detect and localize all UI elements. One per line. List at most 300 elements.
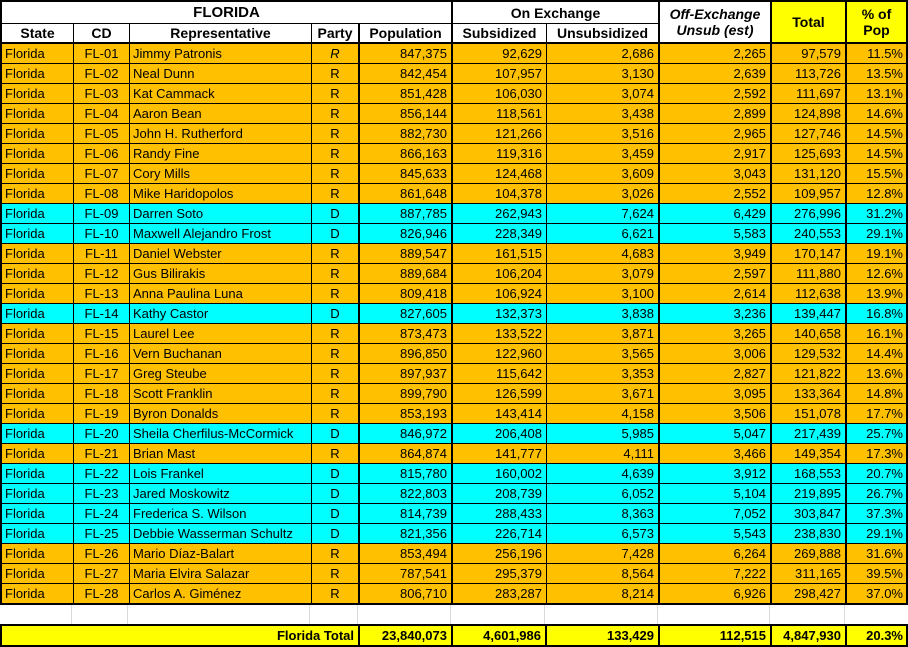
cell-party: D	[312, 484, 360, 504]
cell-off-exchange: 3,506	[660, 404, 772, 424]
cell-off-exchange: 2,592	[660, 84, 772, 104]
cell-subsidized: 283,287	[453, 584, 547, 603]
cell-party: R	[312, 384, 360, 404]
cell-population: 842,454	[360, 64, 453, 84]
pct-line2: Pop	[863, 22, 890, 38]
gap-cell	[451, 605, 545, 624]
cell-off-exchange: 3,006	[660, 344, 772, 364]
cell-pct-of-pop: 17.7%	[847, 404, 906, 424]
cell-unsubsidized: 5,985	[547, 424, 660, 444]
cell-total: 109,957	[772, 184, 847, 204]
cell-unsubsidized: 8,363	[547, 504, 660, 524]
cell-pct-of-pop: 37.0%	[847, 584, 906, 603]
cell-population: 853,494	[360, 544, 453, 564]
gap-cell	[310, 605, 358, 624]
col-header-subsidized: Subsidized	[453, 24, 547, 44]
cell-cd: FL-01	[74, 44, 130, 64]
cell-cd: FL-18	[74, 384, 130, 404]
cell-pct-of-pop: 13.9%	[847, 284, 906, 304]
cell-representative: Brian Mast	[130, 444, 312, 464]
cell-party: R	[312, 564, 360, 584]
cell-pct-of-pop: 12.6%	[847, 264, 906, 284]
table-row	[2, 444, 906, 464]
cell-total: 269,888	[772, 544, 847, 564]
table-row	[2, 224, 906, 244]
table-row	[2, 184, 906, 204]
cell-party: R	[312, 144, 360, 164]
cell-cd: FL-26	[74, 544, 130, 564]
cell-subsidized: 115,642	[453, 364, 547, 384]
cell-representative: Randy Fine	[130, 144, 312, 164]
cell-pct-of-pop: 37.3%	[847, 504, 906, 524]
cell-state: Florida	[2, 244, 74, 264]
cell-population: 853,193	[360, 404, 453, 424]
cell-total: 133,364	[772, 384, 847, 404]
cell-state: Florida	[2, 444, 74, 464]
cell-unsubsidized: 3,871	[547, 324, 660, 344]
cell-pct-of-pop: 11.5%	[847, 44, 906, 64]
col-header-population: Population	[360, 24, 453, 44]
cell-subsidized: 106,030	[453, 84, 547, 104]
cell-off-exchange: 2,614	[660, 284, 772, 304]
cell-total: 139,447	[772, 304, 847, 324]
cell-party: R	[312, 184, 360, 204]
cell-total: 303,847	[772, 504, 847, 524]
cell-representative: Cory Mills	[130, 164, 312, 184]
col-header-party: Party	[312, 24, 360, 44]
cell-pct-of-pop: 20.7%	[847, 464, 906, 484]
cell-representative: Sheila Cherfilus-McCormick	[130, 424, 312, 444]
cell-unsubsidized: 3,459	[547, 144, 660, 164]
cell-unsubsidized: 8,564	[547, 564, 660, 584]
cell-party: R	[312, 264, 360, 284]
table-row	[2, 464, 906, 484]
cell-total: 311,165	[772, 564, 847, 584]
cell-cd: FL-28	[74, 584, 130, 603]
cell-unsubsidized: 3,079	[547, 264, 660, 284]
gap-cell	[128, 605, 310, 624]
cell-pct-of-pop: 26.7%	[847, 484, 906, 504]
cell-subsidized: 143,414	[453, 404, 547, 424]
cell-representative: Scott Franklin	[130, 384, 312, 404]
cell-representative: Laurel Lee	[130, 324, 312, 344]
cell-pct-of-pop: 13.6%	[847, 364, 906, 384]
cell-state: Florida	[2, 424, 74, 444]
cell-total: 124,898	[772, 104, 847, 124]
on-exchange-group-title: On Exchange	[453, 2, 660, 24]
cell-party: D	[312, 424, 360, 444]
cell-state: Florida	[2, 304, 74, 324]
cell-off-exchange: 2,552	[660, 184, 772, 204]
cell-state: Florida	[2, 324, 74, 344]
cell-representative: Mario Díaz-Balart	[130, 544, 312, 564]
cell-population: 866,163	[360, 144, 453, 164]
cell-population: 887,785	[360, 204, 453, 224]
cell-cd: FL-11	[74, 244, 130, 264]
cell-total: 111,880	[772, 264, 847, 284]
cell-total: 276,996	[772, 204, 847, 224]
table-row	[2, 284, 906, 304]
cell-state: Florida	[2, 84, 74, 104]
cell-unsubsidized: 7,428	[547, 544, 660, 564]
cell-state: Florida	[2, 184, 74, 204]
cell-unsubsidized: 3,565	[547, 344, 660, 364]
cell-pct-of-pop: 13.1%	[847, 84, 906, 104]
cell-off-exchange: 5,104	[660, 484, 772, 504]
cell-subsidized: 121,266	[453, 124, 547, 144]
cell-pct-of-pop: 25.7%	[847, 424, 906, 444]
cell-off-exchange: 6,264	[660, 544, 772, 564]
table-row	[2, 164, 906, 184]
cell-representative: Jared Moskowitz	[130, 484, 312, 504]
cell-subsidized: 226,714	[453, 524, 547, 544]
cell-pct-of-pop: 16.1%	[847, 324, 906, 344]
cell-total: 129,532	[772, 344, 847, 364]
cell-pct-of-pop: 17.3%	[847, 444, 906, 464]
table-row	[2, 404, 906, 424]
cell-representative: Vern Buchanan	[130, 344, 312, 364]
cell-off-exchange: 3,095	[660, 384, 772, 404]
cell-party: R	[312, 584, 360, 603]
cell-subsidized: 118,561	[453, 104, 547, 124]
cell-subsidized: 92,629	[453, 44, 547, 64]
gap-cell	[358, 605, 451, 624]
table-row	[2, 324, 906, 344]
cell-party: R	[312, 164, 360, 184]
total-population: 23,840,073	[360, 626, 453, 645]
cell-cd: FL-17	[74, 364, 130, 384]
cell-representative: John H. Rutherford	[130, 124, 312, 144]
cell-subsidized: 122,960	[453, 344, 547, 364]
cell-population: 882,730	[360, 124, 453, 144]
cell-subsidized: 206,408	[453, 424, 547, 444]
cell-pct-of-pop: 39.5%	[847, 564, 906, 584]
cell-representative: Jimmy Patronis	[130, 44, 312, 64]
cell-pct-of-pop: 14.5%	[847, 144, 906, 164]
table-row	[2, 304, 906, 324]
cell-cd: FL-27	[74, 564, 130, 584]
cell-representative: Frederica S. Wilson	[130, 504, 312, 524]
cell-subsidized: 132,373	[453, 304, 547, 324]
cell-subsidized: 262,943	[453, 204, 547, 224]
cell-total: 97,579	[772, 44, 847, 64]
table-row	[2, 424, 906, 444]
col-header-cd: CD	[74, 24, 130, 44]
off-exchange-line1: Off-Exchange	[669, 6, 761, 22]
cell-state: Florida	[2, 544, 74, 564]
col-header-off-exchange	[660, 2, 772, 44]
cell-state: Florida	[2, 384, 74, 404]
cell-unsubsidized: 3,671	[547, 384, 660, 404]
cell-off-exchange: 2,597	[660, 264, 772, 284]
gap-cell	[545, 605, 658, 624]
cell-cd: FL-03	[74, 84, 130, 104]
cell-state: Florida	[2, 144, 74, 164]
cell-subsidized: 161,515	[453, 244, 547, 264]
cell-representative: Anna Paulina Luna	[130, 284, 312, 304]
cell-subsidized: 295,379	[453, 564, 547, 584]
table-row	[2, 364, 906, 384]
cell-pct-of-pop: 19.1%	[847, 244, 906, 264]
cell-party: R	[312, 44, 360, 64]
cell-party: D	[312, 524, 360, 544]
pct-line1: % of	[861, 6, 892, 22]
cell-unsubsidized: 3,516	[547, 124, 660, 144]
table-row	[2, 144, 906, 164]
cell-pct-of-pop: 14.8%	[847, 384, 906, 404]
cell-off-exchange: 7,222	[660, 564, 772, 584]
cell-cd: FL-07	[74, 164, 130, 184]
cell-party: D	[312, 464, 360, 484]
cell-state: Florida	[2, 124, 74, 144]
cell-subsidized: 288,433	[453, 504, 547, 524]
table-row	[2, 504, 906, 524]
cell-state: Florida	[2, 64, 74, 84]
cell-population: 815,780	[360, 464, 453, 484]
cell-off-exchange: 2,639	[660, 64, 772, 84]
cell-cd: FL-05	[74, 124, 130, 144]
cell-subsidized: 119,316	[453, 144, 547, 164]
cell-representative: Lois Frankel	[130, 464, 312, 484]
col-header-pct-of-pop	[847, 2, 906, 44]
cell-cd: FL-14	[74, 304, 130, 324]
cell-pct-of-pop: 29.1%	[847, 224, 906, 244]
cell-off-exchange: 3,236	[660, 304, 772, 324]
cell-pct-of-pop: 14.4%	[847, 344, 906, 364]
cell-state: Florida	[2, 404, 74, 424]
cell-unsubsidized: 6,573	[547, 524, 660, 544]
cell-total: 149,354	[772, 444, 847, 464]
cell-representative: Gus Bilirakis	[130, 264, 312, 284]
cell-party: D	[312, 304, 360, 324]
cell-pct-of-pop: 15.5%	[847, 164, 906, 184]
gap-cell	[72, 605, 128, 624]
cell-representative: Mike Haridopolos	[130, 184, 312, 204]
cell-unsubsidized: 6,621	[547, 224, 660, 244]
cell-cd: FL-16	[74, 344, 130, 364]
col-header-state: State	[2, 24, 74, 44]
cell-off-exchange: 3,912	[660, 464, 772, 484]
cell-unsubsidized: 3,838	[547, 304, 660, 324]
cell-total: 113,726	[772, 64, 847, 84]
cell-cd: FL-08	[74, 184, 130, 204]
off-exchange-line2: Unsub (est)	[676, 22, 754, 38]
state-group-title: FLORIDA	[2, 2, 453, 24]
cell-population: 826,946	[360, 224, 453, 244]
cell-total: 131,120	[772, 164, 847, 184]
cell-cd: FL-23	[74, 484, 130, 504]
cell-unsubsidized: 3,353	[547, 364, 660, 384]
gap-cell	[0, 605, 72, 624]
cell-party: D	[312, 204, 360, 224]
cell-subsidized: 228,349	[453, 224, 547, 244]
cell-representative: Kathy Castor	[130, 304, 312, 324]
table-row	[2, 344, 906, 364]
cell-cd: FL-13	[74, 284, 130, 304]
table-row	[2, 44, 906, 64]
cell-state: Florida	[2, 224, 74, 244]
cell-off-exchange: 5,047	[660, 424, 772, 444]
cell-total: 127,746	[772, 124, 847, 144]
table-header	[2, 2, 906, 44]
cell-off-exchange: 7,052	[660, 504, 772, 524]
cell-pct-of-pop: 31.2%	[847, 204, 906, 224]
cell-party: R	[312, 104, 360, 124]
cell-representative: Carlos A. Giménez	[130, 584, 312, 603]
cell-cd: FL-04	[74, 104, 130, 124]
cell-total: 140,658	[772, 324, 847, 344]
cell-unsubsidized: 3,100	[547, 284, 660, 304]
cell-pct-of-pop: 16.8%	[847, 304, 906, 324]
table-row	[2, 564, 906, 584]
cell-party: R	[312, 324, 360, 344]
cell-population: 845,633	[360, 164, 453, 184]
cell-total: 121,822	[772, 364, 847, 384]
total-pct-of-pop: 20.3%	[847, 626, 906, 645]
cell-population: 899,790	[360, 384, 453, 404]
cell-state: Florida	[2, 524, 74, 544]
cell-off-exchange: 2,265	[660, 44, 772, 64]
cell-unsubsidized: 3,026	[547, 184, 660, 204]
table-row	[2, 544, 906, 564]
gap-cell	[658, 605, 770, 624]
table-row	[2, 584, 906, 603]
cell-unsubsidized: 6,052	[547, 484, 660, 504]
cell-subsidized: 256,196	[453, 544, 547, 564]
total-label: Florida Total	[2, 626, 360, 645]
cell-total: 219,895	[772, 484, 847, 504]
cell-state: Florida	[2, 344, 74, 364]
cell-off-exchange: 2,965	[660, 124, 772, 144]
cell-state: Florida	[2, 564, 74, 584]
cell-pct-of-pop: 29.1%	[847, 524, 906, 544]
cell-total: 112,638	[772, 284, 847, 304]
total-unsubsidized: 133,429	[547, 626, 660, 645]
cell-subsidized: 107,957	[453, 64, 547, 84]
gap-cell	[770, 605, 845, 624]
gap-cell	[845, 605, 908, 624]
cell-subsidized: 160,002	[453, 464, 547, 484]
cell-population: 896,850	[360, 344, 453, 364]
cell-pct-of-pop: 31.6%	[847, 544, 906, 564]
cell-representative: Darren Soto	[130, 204, 312, 224]
cell-party: R	[312, 64, 360, 84]
table-body	[2, 44, 906, 603]
cell-subsidized: 104,378	[453, 184, 547, 204]
cell-off-exchange: 3,466	[660, 444, 772, 464]
cell-state: Florida	[2, 584, 74, 603]
cell-population: 856,144	[360, 104, 453, 124]
cell-off-exchange: 2,917	[660, 144, 772, 164]
cell-unsubsidized: 4,158	[547, 404, 660, 424]
cell-state: Florida	[2, 484, 74, 504]
cell-unsubsidized: 3,130	[547, 64, 660, 84]
cell-population: 822,803	[360, 484, 453, 504]
cell-unsubsidized: 8,214	[547, 584, 660, 603]
cell-party: R	[312, 444, 360, 464]
cell-population: 787,541	[360, 564, 453, 584]
cell-party: D	[312, 224, 360, 244]
cell-state: Florida	[2, 44, 74, 64]
cell-population: 821,356	[360, 524, 453, 544]
cell-representative: Debbie Wasserman Schultz	[130, 524, 312, 544]
table-row	[2, 524, 906, 544]
cell-off-exchange: 6,926	[660, 584, 772, 603]
cell-off-exchange: 5,583	[660, 224, 772, 244]
col-header-representative: Representative	[130, 24, 312, 44]
cell-pct-of-pop: 12.8%	[847, 184, 906, 204]
cell-state: Florida	[2, 264, 74, 284]
table-row	[2, 204, 906, 224]
cell-population: 814,739	[360, 504, 453, 524]
cell-population: 851,428	[360, 84, 453, 104]
col-header-unsubsidized: Unsubsidized	[547, 24, 660, 44]
cell-unsubsidized: 2,686	[547, 44, 660, 64]
cell-pct-of-pop: 14.6%	[847, 104, 906, 124]
cell-off-exchange: 3,043	[660, 164, 772, 184]
cell-party: R	[312, 344, 360, 364]
cell-off-exchange: 3,265	[660, 324, 772, 344]
cell-cd: FL-12	[74, 264, 130, 284]
cell-cd: FL-24	[74, 504, 130, 524]
cell-representative: Aaron Bean	[130, 104, 312, 124]
cell-total: 151,078	[772, 404, 847, 424]
cell-unsubsidized: 7,624	[547, 204, 660, 224]
col-header-total: Total	[772, 2, 847, 44]
table-row	[2, 244, 906, 264]
cell-subsidized: 126,599	[453, 384, 547, 404]
cell-population: 861,648	[360, 184, 453, 204]
table-row	[2, 384, 906, 404]
table-row	[2, 484, 906, 504]
cell-cd: FL-15	[74, 324, 130, 344]
cell-total: 238,830	[772, 524, 847, 544]
table-row	[2, 124, 906, 144]
cell-unsubsidized: 4,683	[547, 244, 660, 264]
cell-party: D	[312, 504, 360, 524]
cell-population: 889,547	[360, 244, 453, 264]
table-row	[2, 84, 906, 104]
cell-representative: Greg Steube	[130, 364, 312, 384]
cell-pct-of-pop: 13.5%	[847, 64, 906, 84]
table-row	[2, 104, 906, 124]
cell-total: 240,553	[772, 224, 847, 244]
cell-state: Florida	[2, 204, 74, 224]
cell-representative: Byron Donalds	[130, 404, 312, 424]
cell-state: Florida	[2, 504, 74, 524]
cell-population: 889,684	[360, 264, 453, 284]
cell-unsubsidized: 3,609	[547, 164, 660, 184]
total-total: 4,847,930	[772, 626, 847, 645]
cell-representative: Daniel Webster	[130, 244, 312, 264]
cell-subsidized: 106,924	[453, 284, 547, 304]
cell-representative: Neal Dunn	[130, 64, 312, 84]
cell-cd: FL-22	[74, 464, 130, 484]
cell-state: Florida	[2, 464, 74, 484]
cell-population: 809,418	[360, 284, 453, 304]
cell-cd: FL-10	[74, 224, 130, 244]
spreadsheet-gap-row	[0, 605, 908, 624]
cell-cd: FL-21	[74, 444, 130, 464]
cell-subsidized: 208,739	[453, 484, 547, 504]
cell-off-exchange: 5,543	[660, 524, 772, 544]
cell-state: Florida	[2, 284, 74, 304]
cell-party: R	[312, 124, 360, 144]
cell-cd: FL-25	[74, 524, 130, 544]
cell-total: 125,693	[772, 144, 847, 164]
cell-population: 847,375	[360, 44, 453, 64]
cell-population: 806,710	[360, 584, 453, 603]
